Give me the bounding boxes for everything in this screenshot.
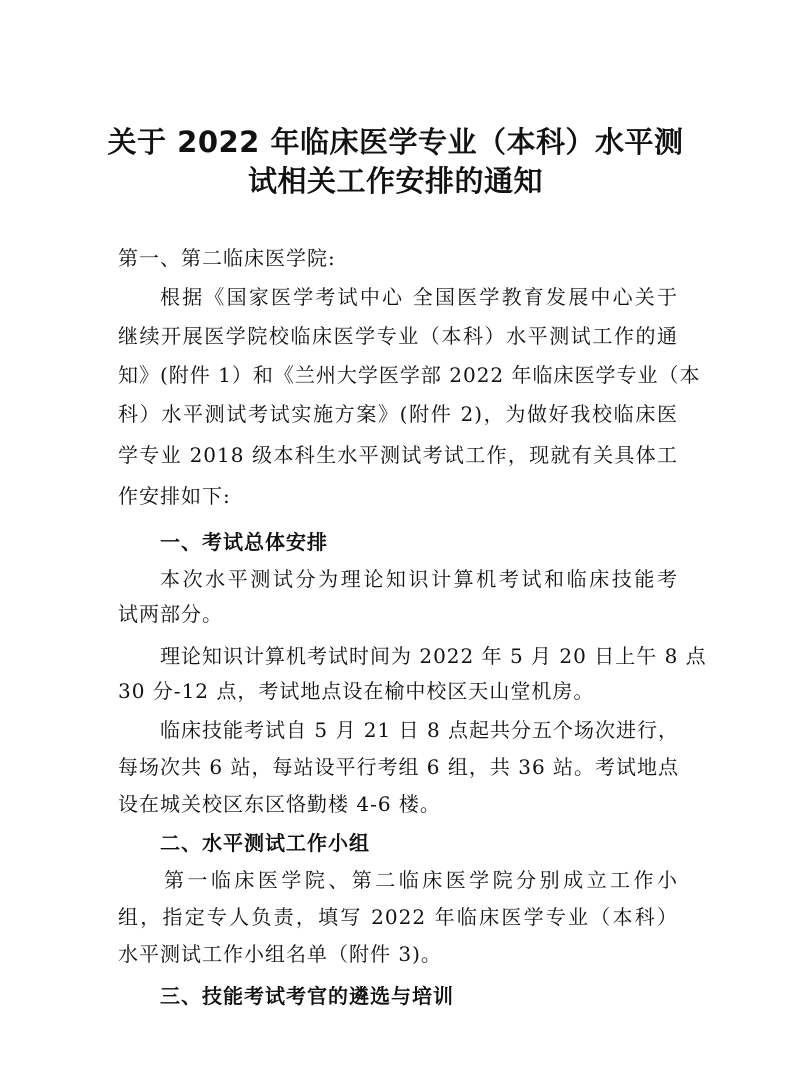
paragraph-1-line: 继续开展医学院校临床医学专业（本科）水平测试工作的通: [118, 324, 678, 348]
section-1-paragraph-1-line: 试两部分。: [118, 602, 223, 626]
section-2-heading: 二、水平测试工作小组: [160, 831, 370, 855]
salutation: 第一、第二临床医学院:: [118, 246, 336, 270]
section-1-paragraph-3-line: 临床技能考试自 5 月 21 日 8 点起共分五个场次进行，: [160, 718, 680, 742]
document-title-line-1: 关于 2022 年临床医学专业（本科）水平测: [107, 125, 684, 159]
section-1-paragraph-2-line: 理论知识计算机考试时间为 2022 年 5 月 20 日上午 8 点: [160, 644, 707, 668]
document-title-line-2: 试相关工作安排的通知: [247, 164, 543, 198]
section-2-paragraph-1-line: 水平测试工作小组名单（附件 3)。: [118, 942, 442, 966]
section-1-paragraph-2-line: 30 分-12 点，考试地点设在榆中校区天山堂机房。: [118, 679, 595, 703]
section-1-paragraph-3-line: 每场次共 6 站，每站设平行考组 6 组，共 36 站。考试地点: [118, 755, 680, 779]
paragraph-1-line: 科）水平测试考试实施方案》(附件 2)，为做好我校临床医: [118, 402, 678, 426]
section-2-paragraph-1-line: 第一临床医学院、第二临床医学院分别成立工作小: [164, 868, 678, 892]
section-1-paragraph-3-line: 设在城关校区东区恪勤楼 4-6 楼。: [118, 792, 441, 816]
paragraph-1-line: 知》(附件 1）和《兰州大学医学部 2022 年临床医学专业（本: [118, 363, 701, 387]
section-2-paragraph-1-line: 组，指定专人负责，填写 2022 年临床医学专业（本科）: [118, 905, 678, 929]
section-1-heading: 一、考试总体安排: [160, 530, 328, 554]
section-1-paragraph-1-line: 本次水平测试分为理论知识计算机考试和临床技能考: [160, 567, 678, 591]
paragraph-1-line: 学专业 2018 级本科生水平测试考试工作，现就有关具体工: [118, 443, 678, 467]
section-3-heading: 三、技能考试考官的遴选与培训: [160, 984, 454, 1008]
paragraph-1-line: 作安排如下:: [118, 484, 231, 508]
paragraph-1-line: 根据《国家医学考试中心 全国医学教育发展中心关于: [160, 285, 678, 309]
